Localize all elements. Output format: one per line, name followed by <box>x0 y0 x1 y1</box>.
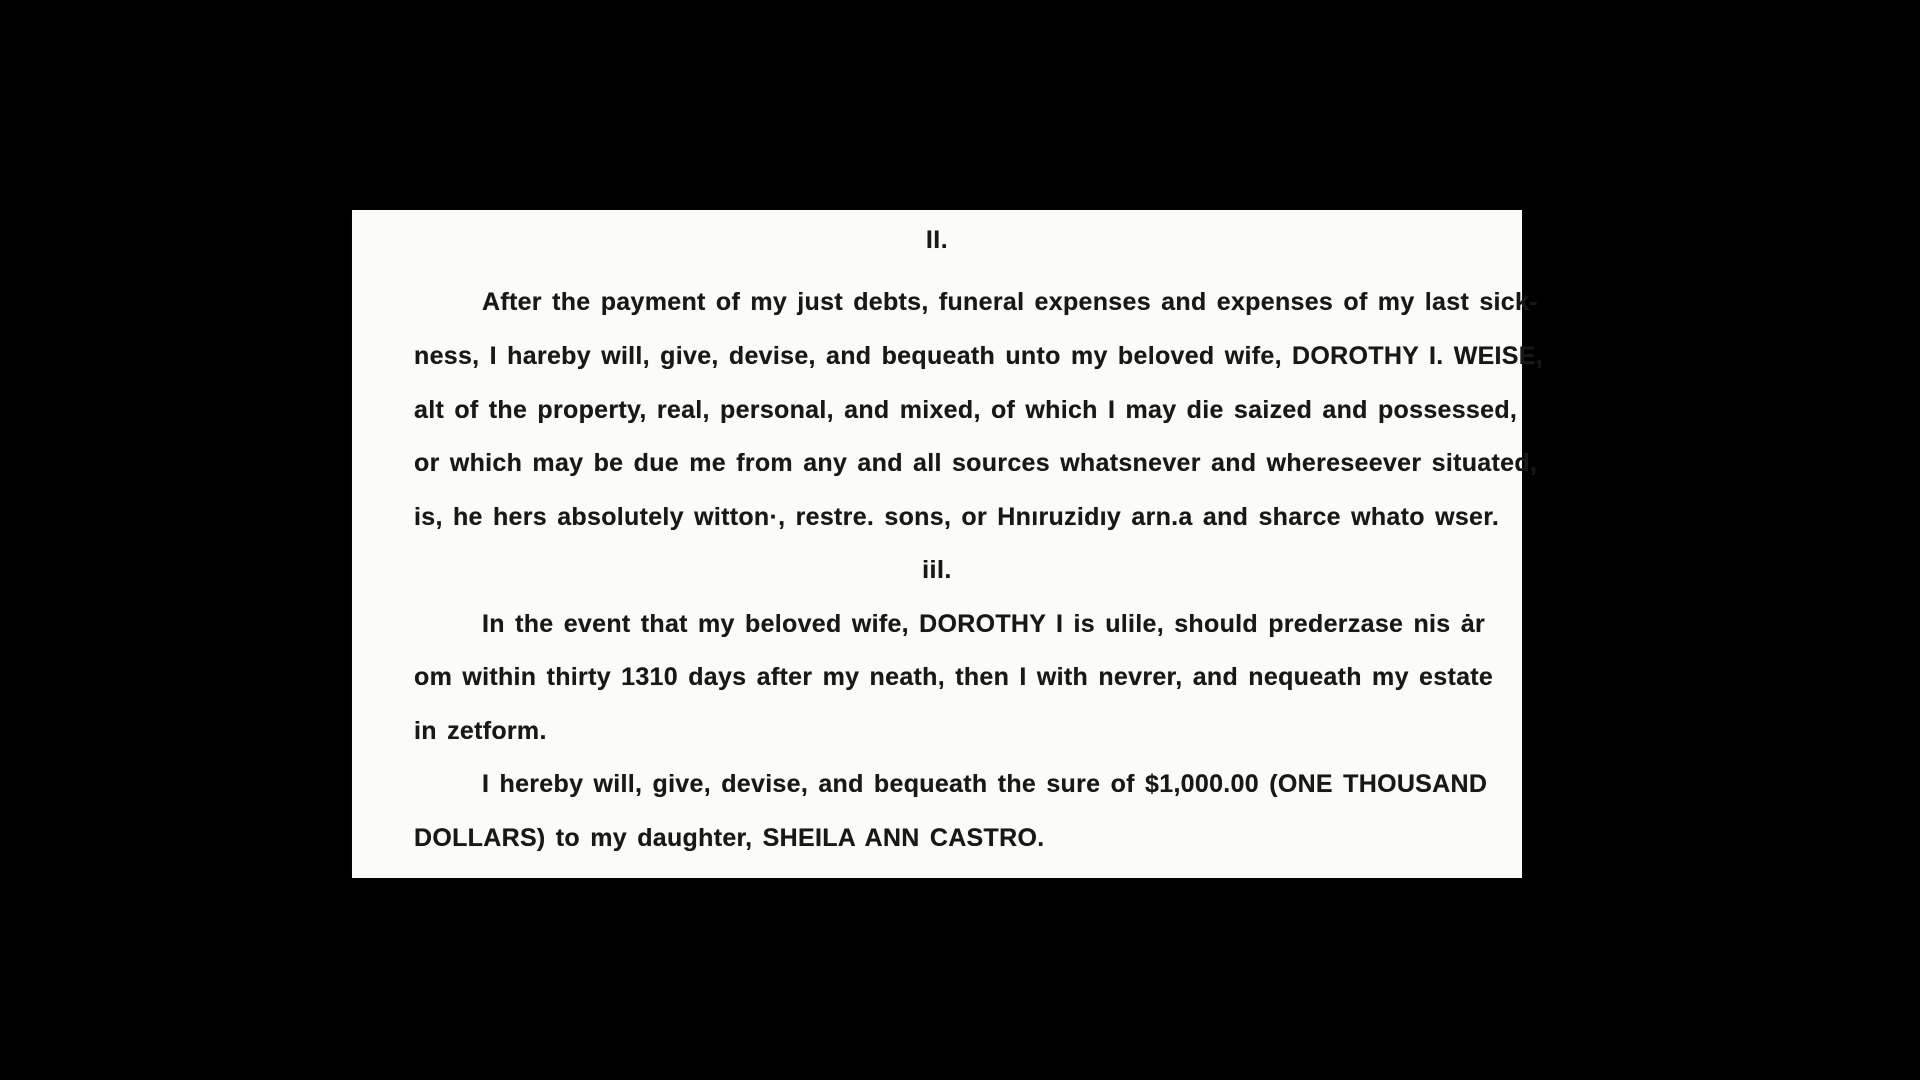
paragraph-3-line-2: DOLLARS) to my daughter, SHEILA ANN CASTRO. <box>414 824 1045 852</box>
paragraph-2-line-1: In the event that my beloved wife, DOROTHY I is ulile, should prederzase nis ȧr <box>482 610 1485 638</box>
paragraph-1-line-5: is, he hers absolutely witton·, restre. sons, or Hnıruzidıy arn.a and sharce whato wser. <box>414 503 1500 531</box>
paragraph-1-line-2: ness, I hareby will, give, devise, and bequeath unto my beloved wife, DOROTHY I. WEISE, <box>414 342 1543 370</box>
section-heading-ii: II. <box>925 226 949 254</box>
scanned-will-page <box>352 210 1543 878</box>
section-heading-iii: iil. <box>922 556 952 584</box>
paragraph-1-line-1: After the payment of my just debts, funeral expenses and expenses of my last sick- <box>482 288 1538 316</box>
paragraph-1-line-4: or which may be due me from any and all sources whatsnever and whereseever situated, <box>414 449 1538 477</box>
paragraph-1-line-3: alt of the property, real, personal, and mixed, of which I may die saized and possessed, <box>414 396 1518 424</box>
paragraph-2-line-3: in zetform. <box>414 717 547 745</box>
paragraph-2-line-2: om within thirty 1310 days after my neath, then I with nevrer, and nequeath my estate <box>414 663 1494 691</box>
paragraph-3-line-1: I hereby will, give, devise, and bequeath the sure of $1,000.00 (ONE THOUSAND <box>482 770 1488 798</box>
